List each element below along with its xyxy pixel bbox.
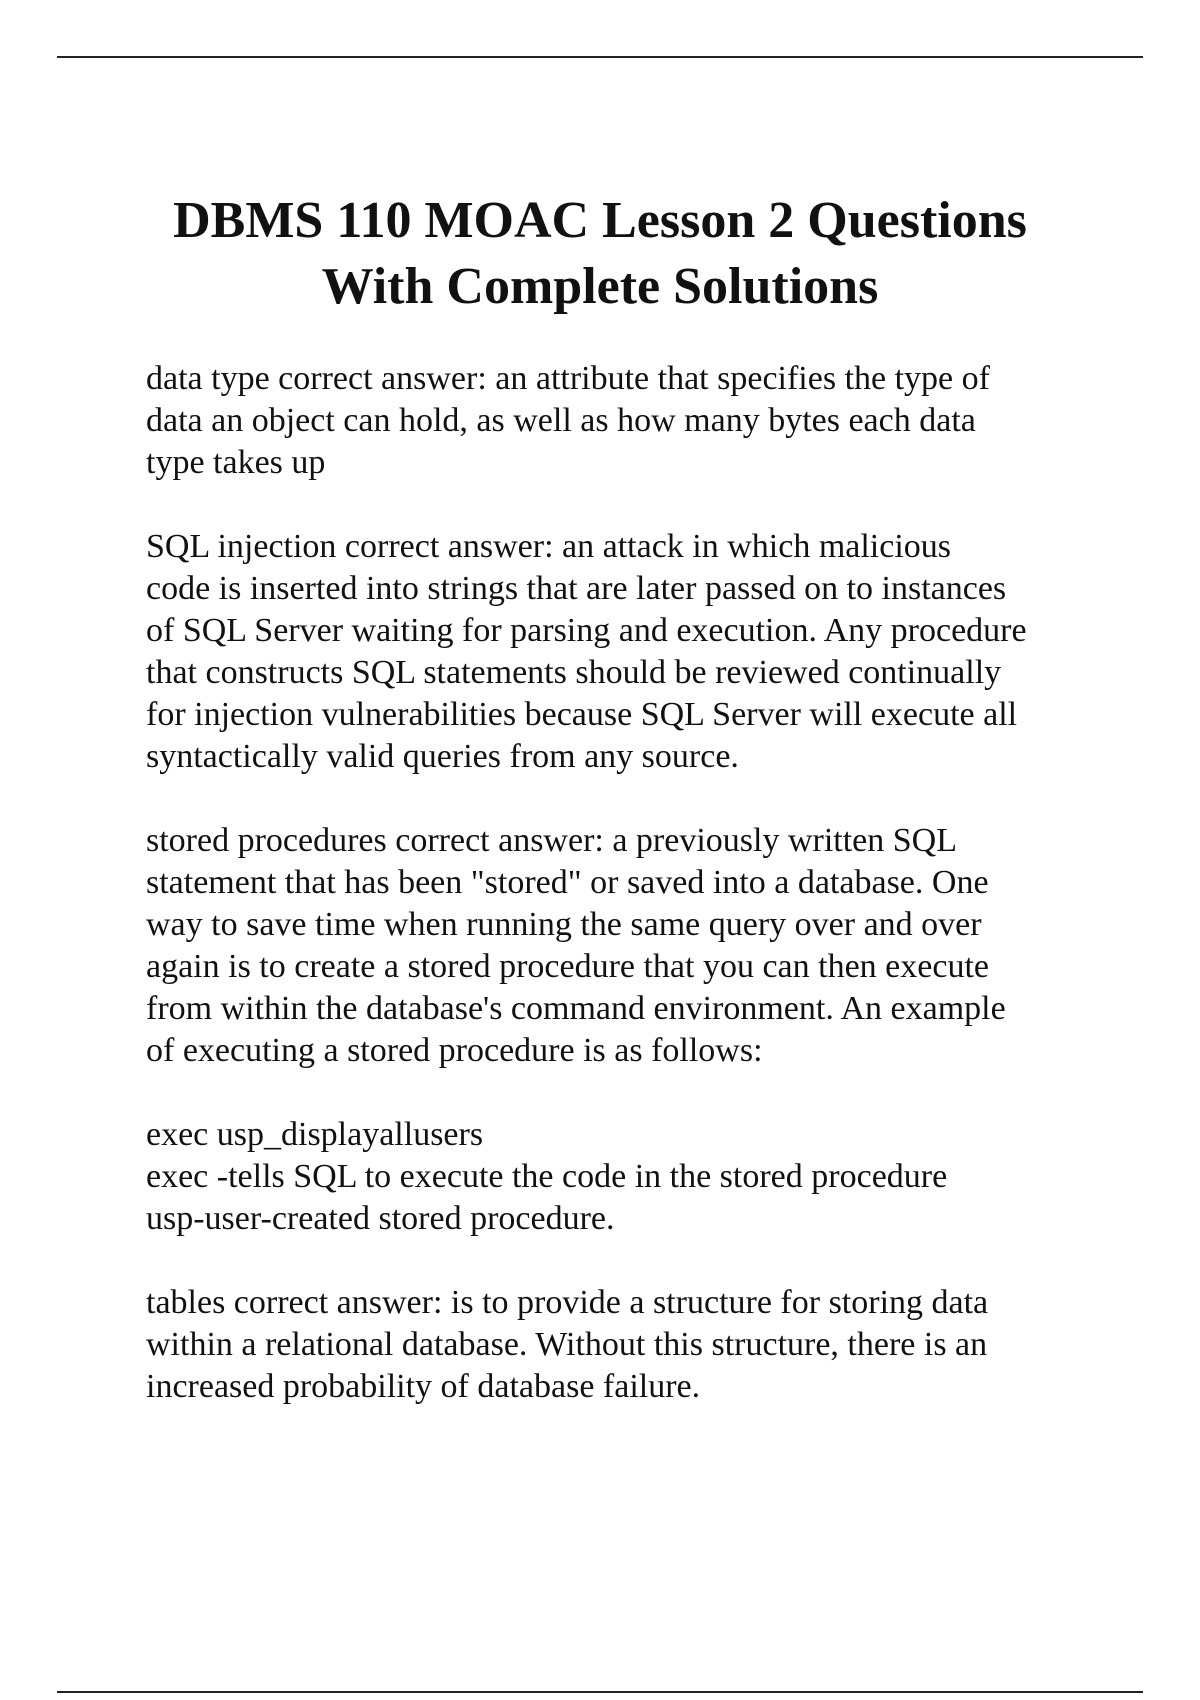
text-line: usp-user-created stored procedure. — [146, 1200, 615, 1237]
text-line: of SQL Server waiting for parsing and execution. Any procedure — [146, 612, 1027, 649]
title-line: With Complete Solutions — [321, 258, 879, 315]
header-rule — [57, 56, 1143, 58]
text-line: that constructs SQL statements should be reviewed continually — [146, 654, 1002, 691]
text-line: way to save time when running the same query over and over — [146, 906, 982, 943]
text-line: of executing a stored procedure is as follows: — [146, 1032, 763, 1069]
stored-procedure-example — [146, 1114, 1106, 1240]
text-line: statement that has been "stored" or saved into a database. One — [146, 864, 989, 901]
text-line: type takes up — [146, 444, 326, 481]
answer-sql-injection — [146, 526, 1106, 778]
text-line: data an object can hold, as well as how many bytes each data — [146, 402, 976, 439]
text-line: again is to create a stored procedure that you can then execute — [146, 948, 989, 985]
text-line: data type correct answer: an attribute that specifies the type of — [146, 360, 990, 397]
text-line: SQL injection correct answer: an attack in which malicious — [146, 528, 952, 565]
document-body — [146, 358, 1106, 1450]
text-line: from within the database's command environment. An example — [146, 990, 1006, 1027]
text-line: code is inserted into strings that are later passed on to instances — [146, 570, 1007, 607]
text-line: increased probability of database failure. — [146, 1368, 701, 1405]
text-line: exec usp_displayallusers — [146, 1116, 484, 1153]
footer-rule — [57, 1691, 1143, 1693]
answer-data-type — [146, 358, 1106, 484]
text-line: for injection vulnerabilities because SQL Server will execute all — [146, 696, 1018, 733]
text-line: stored procedures correct answer: a previously written SQL — [146, 822, 958, 859]
text-line: exec -tells SQL to execute the code in the stored procedure — [146, 1158, 948, 1195]
text-line: within a relational database. Without this structure, there is an — [146, 1326, 988, 1363]
answer-stored-procedures — [146, 820, 1106, 1072]
answer-tables — [146, 1282, 1106, 1408]
title-line: DBMS 110 MOAC Lesson 2 Questions — [173, 192, 1027, 249]
text-line: tables correct answer: is to provide a structure for storing data — [146, 1284, 989, 1321]
document-title — [100, 188, 1100, 320]
text-line: syntactically valid queries from any source. — [146, 738, 739, 775]
